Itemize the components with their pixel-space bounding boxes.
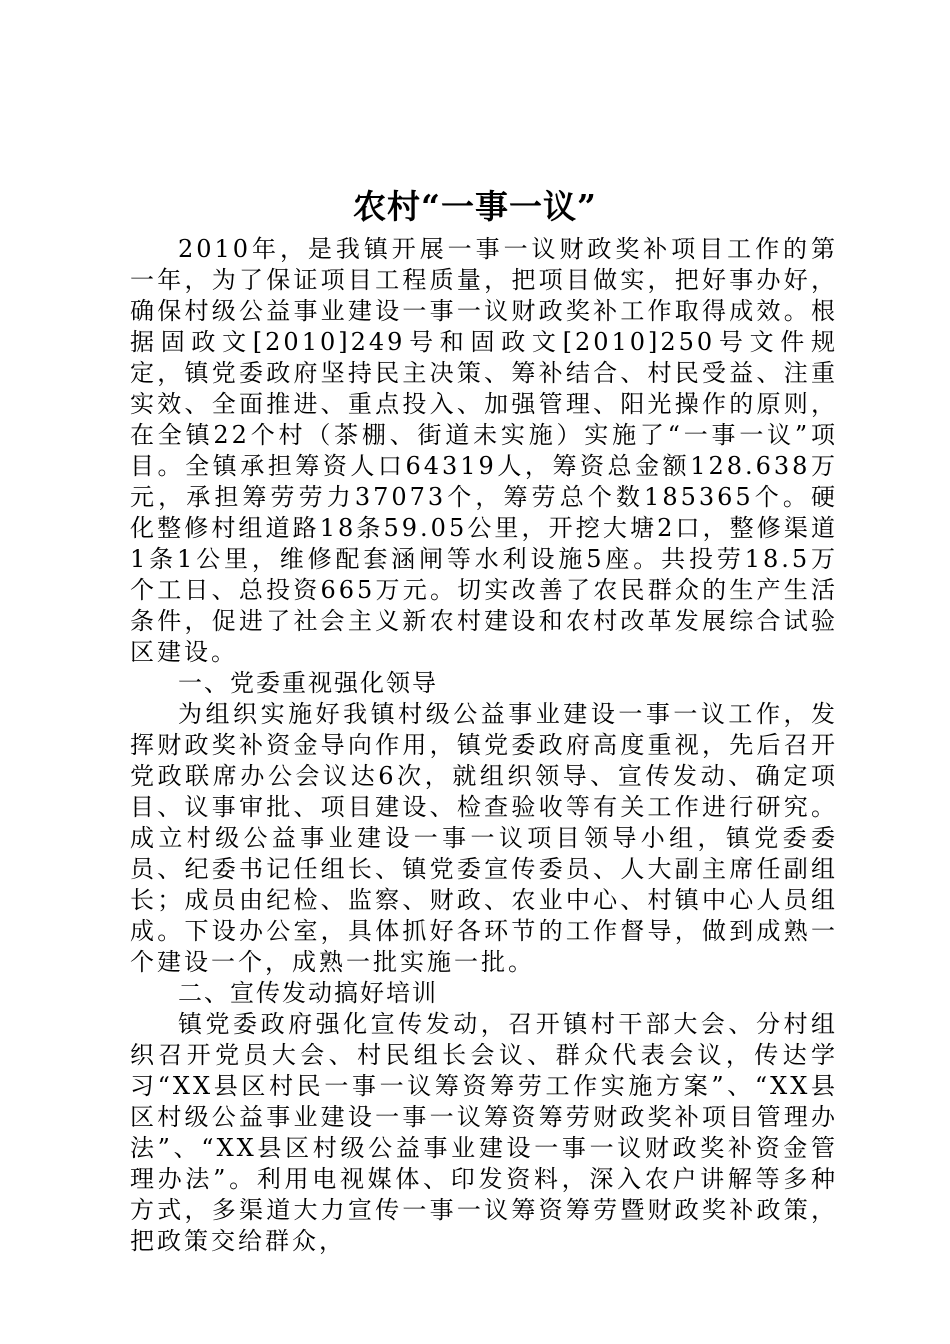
section-heading-2: 二、宣传发动搞好培训 <box>178 979 438 1007</box>
document-body <box>130 234 838 1257</box>
document-title: 农村“一事一议” <box>353 187 597 226</box>
paragraph-section-1: 为组织实施好我镇村级公益事业建设一事一议工作，发挥财政奖补资金导向作用，镇党委政府高度重视，先后召开党政联席办公会议达6次，就组织领导、宣传发动、确定项目、议事审批、项目建设、检查验收等有关工作进行研究。成立村级公益事业建设一事一议项目领导小组，镇党委委员、纪委书记任组长、镇党委宣传委员、人大副主席任副组长；成员由纪检、监察、财政、农业中心、村镇中心人员组成。下设办公室，具体抓好各环节的工作督导，做到成熟一个建设一个，成熟一批实施一批。 <box>130 700 838 976</box>
paragraph-section-2: 镇党委政府强化宣传发动，召开镇村干部大会、分村组织召开党员大会、村民组长会议、群众代表会议，传达学习“XX县区村民一事一议筹资筹劳工作实施方案”、“XX县区村级公益事业建设一事一议筹资筹劳财政奖补项目管理办法”、“XX县区村级公益事业建设一事一议财政奖补资金管理办法”。利用电视媒体、印发资料，深入农户讲解等多种方式，多渠道大力宣传一事一议筹资筹劳暨财政奖补政策，把政策交给群众， <box>130 1010 838 1255</box>
section-heading-1: 一、党委重视强化领导 <box>178 669 438 697</box>
paragraph-intro: 2010年，是我镇开展一事一议财政奖补项目工作的第一年，为了保证项目工程质量，把项目做实，把好事办好，确保村级公益事业建设一事一议财政奖补工作取得成效。根据固政文[2010]249号和固政文[2010]250号文件规定，镇党委政府坚持民主决策、筹补结合、村民受益、注重实效、全面推进、重点投入、加强管理、阳光操作的原则，在全镇22个村（茶棚、街道未实施）实施了“一事一议”项目。全镇承担筹资人口64319人，筹资总金额128.638万元，承担筹劳劳力37073个，筹劳总个数185365个。硬化整修村组道路18条59.05公里，开挖大塘2口，整修渠道1条1公里，维修配套涵闸等水利设施5座。共投劳18.5万个工日、总投资665万元。切实改善了农民群众的生产生活条件，促进了社会主义新农村建设和农村改革发展综合试验区建设。 <box>130 235 838 666</box>
